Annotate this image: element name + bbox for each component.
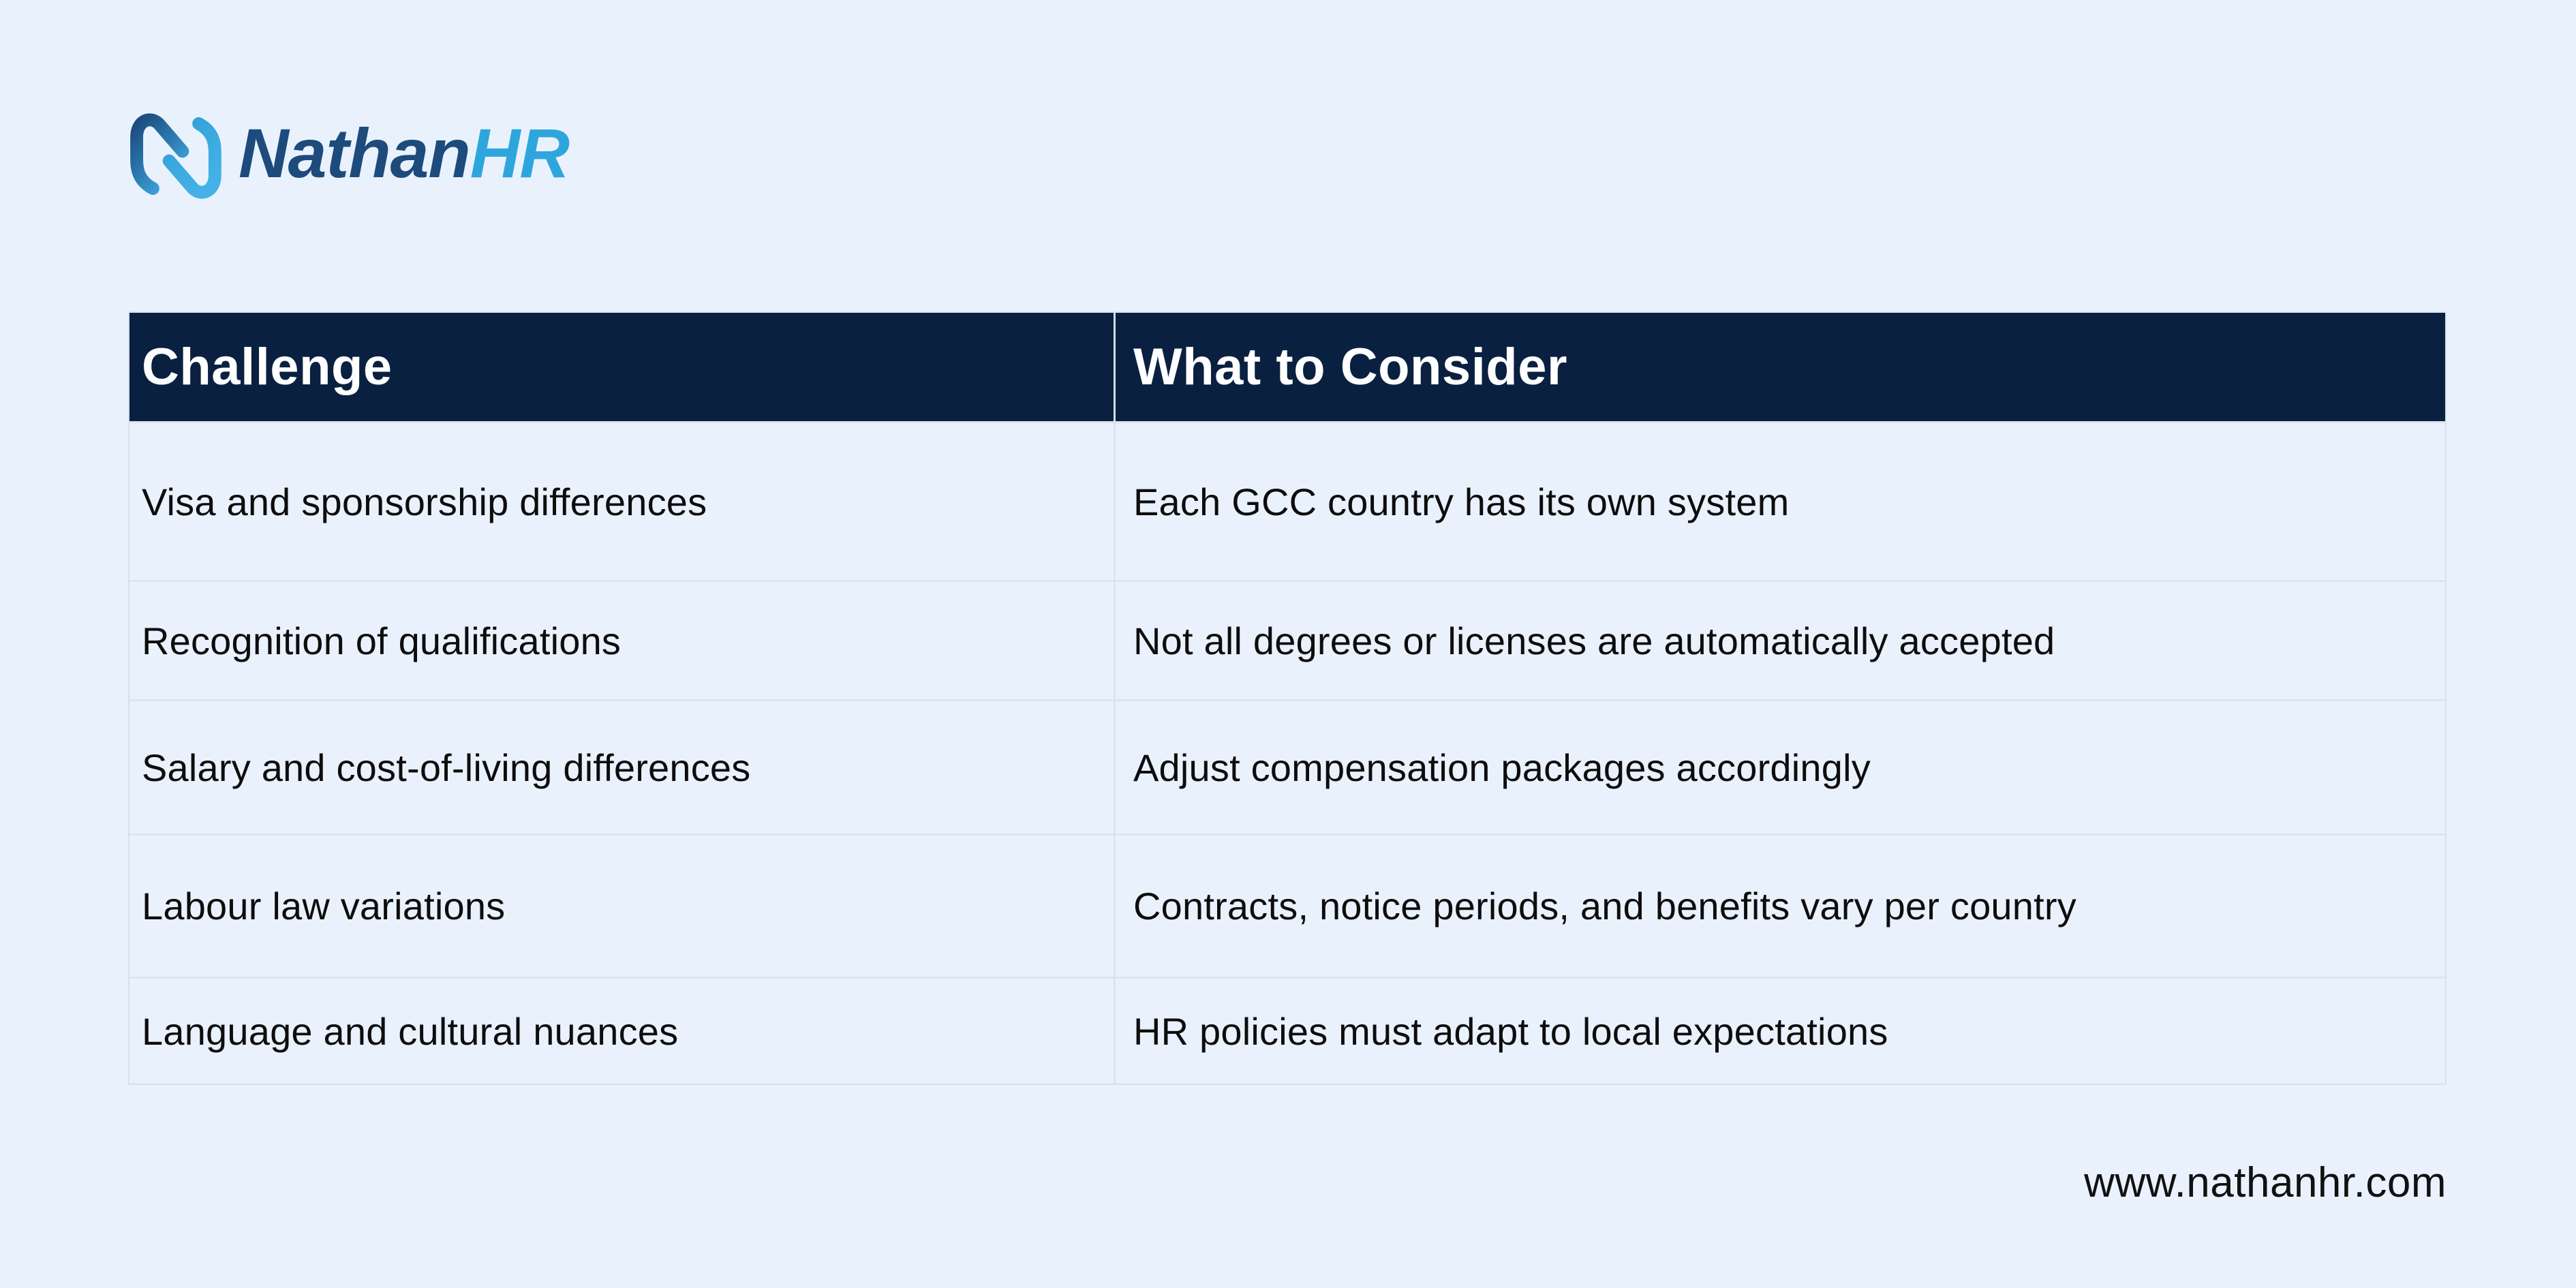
nathanhr-logo <box>128 102 569 210</box>
table-cell-consideration: Adjust compensation packages accordingly <box>1114 701 2448 833</box>
nathanhr-wordmark <box>239 114 570 194</box>
website-url: www.nathanhr.com <box>2084 1159 2447 1206</box>
table-cell-challenge: Labour law variations <box>142 885 506 927</box>
table-header-challenge: Challenge <box>142 338 393 396</box>
table-cell-consideration: Contracts, notice periods, and benefits vary per country <box>1114 835 2448 977</box>
table-cell-challenge: Visa and sponsorship differences <box>142 480 707 523</box>
table-cell-challenge: Language and cultural nuances <box>142 1009 679 1053</box>
logo-text-nathan: Nathan <box>239 114 470 192</box>
table-row <box>129 580 2445 699</box>
table-row <box>129 699 2445 833</box>
table-header-row <box>129 313 2445 421</box>
table-row <box>129 833 2445 977</box>
table-cell-consideration: HR policies must adapt to local expectations <box>1114 979 2448 1084</box>
table-row <box>129 421 2445 580</box>
gcc-challenges-table <box>128 311 2447 1085</box>
table-header-what-to-consider: What to Consider <box>1114 313 2448 421</box>
table-row <box>129 977 2445 1084</box>
table-cell-challenge: Recognition of qualifications <box>142 619 622 662</box>
table-cell-challenge: Salary and cost-of-living differences <box>142 746 751 789</box>
nathanhr-n-mark-icon <box>128 102 224 210</box>
table-cell-consideration: Not all degrees or licenses are automatically accepted <box>1114 582 2448 699</box>
table-cell-consideration: Each GCC country has its own system <box>1114 423 2448 580</box>
logo-text-hr: HR <box>470 114 570 192</box>
